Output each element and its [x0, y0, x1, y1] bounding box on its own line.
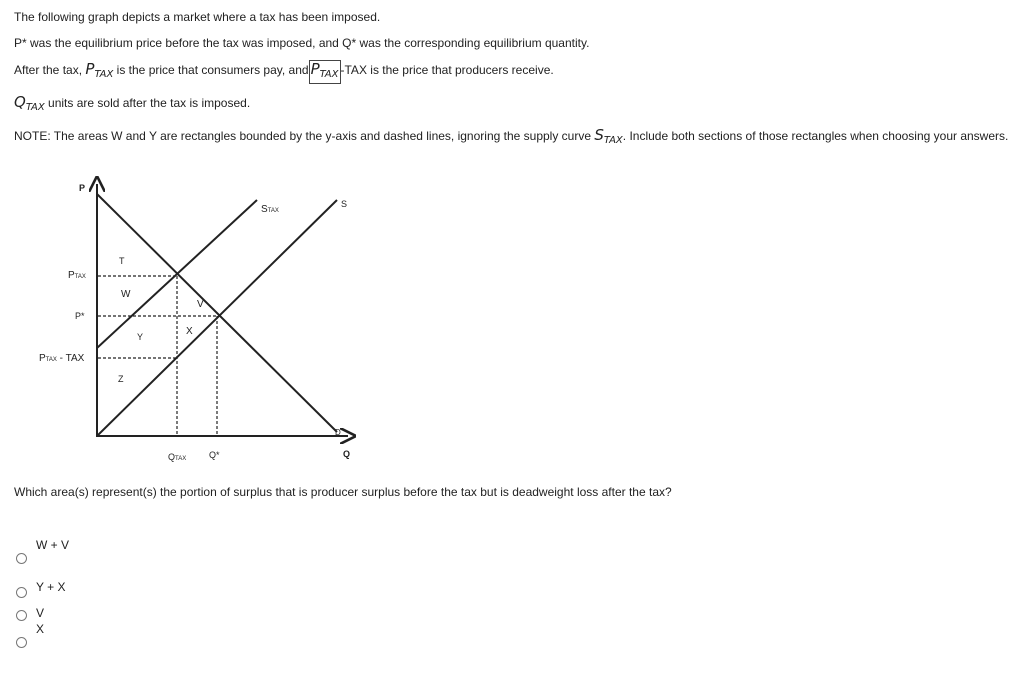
x-axis-label: Q — [343, 449, 351, 459]
answer-option-4-label: X — [36, 622, 45, 636]
intro-line-3-part-b: is the price that consumers pay, and — [116, 63, 309, 77]
supply-tax-label: STAX — [261, 204, 279, 215]
intro-line-2: P* was the equilibrium price before the tax was imposed, and Q* was the corresponding equilibrium quantity. — [14, 36, 590, 50]
answer-option-4-radio[interactable] — [16, 637, 27, 648]
answer-option-1-label: W + V — [36, 538, 70, 552]
note-line — [14, 126, 1008, 146]
area-y-label: Y — [137, 332, 144, 342]
answer-option-4[interactable] — [0, 622, 300, 642]
y-axis-label: P — [79, 183, 86, 193]
tax-market-graph — [30, 172, 370, 472]
stax-symbol: $S_{TAX}$ — [594, 126, 623, 146]
area-t-label: T — [119, 256, 125, 266]
area-w-label: W — [121, 289, 131, 300]
intro-line-3-part-c: -TAX is the price that producers receive. — [340, 63, 554, 77]
ptax-boxed-symbol: $P_{TAX}$ — [309, 60, 341, 84]
qstar-label: Q* — [209, 450, 220, 460]
note-part-a: NOTE: The areas W and Y are rectangles bounded by the y-axis and dashed lines, ignoring the supply curve — [14, 129, 592, 143]
pstar-label: P* — [75, 311, 85, 321]
answer-option-3-label: V — [36, 606, 45, 620]
qtax-symbol: $Q_{TAX}$ — [14, 93, 45, 113]
answer-option-2-label: Y + X — [36, 580, 66, 594]
supply-tax-curve — [97, 200, 257, 348]
pnet-label: PTAX - TAX — [39, 353, 85, 364]
qtax-label: QTAX — [168, 452, 187, 462]
answer-option-2-radio[interactable] — [16, 587, 27, 598]
ptax-symbol: $P_{TAX}$ — [85, 60, 114, 80]
answer-option-1[interactable] — [0, 538, 300, 558]
answer-option-2[interactable] — [0, 580, 300, 600]
intro-line-4 — [14, 93, 250, 113]
answer-option-1-radio[interactable] — [16, 553, 27, 564]
demand-label: D — [335, 428, 341, 437]
intro-line-1: The following graph depicts a market where a tax has been imposed. — [14, 10, 381, 24]
intro-line-3 — [14, 60, 554, 84]
answer-option-3-radio[interactable] — [16, 610, 27, 621]
area-x-label: X — [186, 326, 193, 337]
ptax-label: PTAX — [68, 270, 86, 281]
supply-label: S — [341, 199, 348, 209]
note-part-b: . Include both sections of those rectangles when choosing your answers. — [622, 129, 1009, 143]
intro-line-4-part-b: units are sold after the tax is imposed. — [48, 96, 251, 110]
intro-line-3-part-a: After the tax, — [14, 63, 83, 77]
area-z-label: Z — [118, 374, 124, 384]
question-text: Which area(s) represent(s) the portion of surplus that is producer surplus before the tax but is deadweight loss after the tax? — [14, 485, 672, 499]
area-v-label: V — [197, 299, 204, 310]
